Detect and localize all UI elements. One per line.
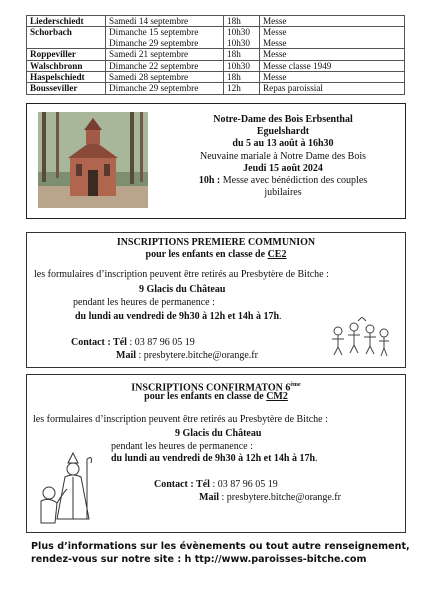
schedule-event-cell <box>260 27 405 49</box>
schedule-place: Bousseviller <box>27 83 106 94</box>
schedule-place: Schorbach <box>27 27 106 49</box>
pilgrimage-title: Notre-Dame des Bois Erbsenthal <box>213 114 353 125</box>
schedule-place: Roppeviller <box>27 49 106 60</box>
schedule-date: Dimanche 29 septembre <box>109 37 199 48</box>
schedule-event: Messe <box>263 37 287 48</box>
communion-tel: : 03 87 96 05 19 <box>126 337 195 348</box>
schedule-row <box>27 49 405 60</box>
communion-heading: INSCRIPTIONS PREMIERE COMMUNION <box>116 237 316 248</box>
schedule-date-cell <box>106 27 224 49</box>
footer-website-line[interactable]: rendez-vous sur notre site : h ttp://www.paroisses-bitche.com <box>31 554 367 565</box>
schedule-date: Dimanche 29 septembre <box>106 83 224 94</box>
communion-subheading <box>27 249 405 261</box>
pilgrimage-hour: 10h : <box>198 175 221 187</box>
schedule-date: Dimanche 15 septembre <box>109 27 199 38</box>
bishop-drawing-icon <box>35 449 101 527</box>
confirmation-mail[interactable]: : presbytere.bitche@orange.fr <box>219 492 341 503</box>
confirmation-sub-prefix: pour les enfants en classe de <box>144 391 267 402</box>
communion-forms: les formulaires d’inscription peuvent être retirés au Presbytère de Bitche : <box>34 269 329 280</box>
schedule-time: 18h <box>224 49 260 60</box>
pilgrimage-neuvaine: Neuvaine mariale à Notre Dame des Bois <box>199 150 367 162</box>
pilgrimage-mass-line2: jubilaires <box>264 187 302 199</box>
schedule-row <box>27 16 405 27</box>
confirmation-mail-line <box>199 492 341 504</box>
communion-permanence: pendant les heures de permanence : <box>73 297 215 308</box>
confirmation-heading-sup: ème <box>290 382 301 388</box>
communion-address: 9 Glacis du Château <box>139 284 226 295</box>
pilgrimage-mass-text: Messe avec bénédiction des couples <box>220 175 368 187</box>
children-drawing-icon <box>328 317 392 359</box>
schedule-time: 18h <box>224 72 260 83</box>
schedule-time: 10h30 <box>227 27 250 38</box>
communion-hours-line <box>75 311 282 323</box>
footer-info-line: Plus d’informations sur les évènements ou tout autre renseignement, <box>31 541 410 552</box>
confirmation-permanence: pendant les heures de permanence : <box>111 441 253 452</box>
schedule-event: Messe classe 1949 <box>260 60 405 71</box>
schedule-row <box>27 60 405 71</box>
confirmation-mail-label: Mail <box>199 492 219 503</box>
schedule-event: Messe <box>260 72 405 83</box>
chapel-photo <box>38 112 148 208</box>
schedule-time: 10h30 <box>224 60 260 71</box>
confirmation-address: 9 Glacis du Château <box>175 428 262 439</box>
communion-sub-prefix: pour les enfants en classe de <box>145 249 268 260</box>
communion-tel-label: Tél <box>113 337 127 348</box>
pilgrimage-day: Jeudi 15 août 2024 <box>243 162 323 174</box>
schedule-place: Haspelschiedt <box>27 72 106 83</box>
schedule-row <box>27 83 405 94</box>
schedule-date: Samedi 14 septembre <box>106 16 224 27</box>
schedule-event: Repas paroissial <box>260 83 405 94</box>
communion-class: CE2 <box>267 249 287 260</box>
schedule-time: 18h <box>224 16 260 27</box>
schedule-date: Samedi 21 septembre <box>106 49 224 60</box>
schedule-date: Dimanche 22 septembre <box>106 60 224 71</box>
schedule-place: Liederschiedt <box>27 16 106 27</box>
schedule-event: Messe <box>263 27 287 38</box>
confirmation-tel: : 03 87 96 05 19 <box>209 479 278 490</box>
communion-contact-line: Contact : Tél : 03 87 96 05 19 <box>71 337 195 348</box>
communion-mail[interactable]: : presbytere.bitche@orange.fr <box>136 350 258 361</box>
confirmation-hours-line <box>111 453 318 465</box>
mass-schedule-table <box>26 15 405 95</box>
communion-mail-line <box>116 350 258 362</box>
schedule-place: Walschbronn <box>27 60 106 71</box>
communion-hours: du lundi au vendredi de 9h30 à 12h et 14h à 17h <box>75 311 280 322</box>
schedule-event: Messe <box>260 16 405 27</box>
confirmation-tel-label: Tél <box>196 479 210 490</box>
schedule-row <box>27 72 405 83</box>
schedule-time: 12h <box>224 83 260 94</box>
confirmation-class: CM2 <box>266 391 288 402</box>
schedule-time: 10h30 <box>227 37 250 48</box>
pilgrimage-mass <box>167 175 399 187</box>
pilgrimage-text <box>167 114 399 199</box>
communion-contact-label: Contact <box>71 337 105 348</box>
communion-box <box>26 232 406 368</box>
pilgrimage-dates: du 5 au 13 août à 16h30 <box>232 138 334 150</box>
confirmation-hours-end: . <box>315 453 318 464</box>
schedule-time-cell <box>224 27 260 49</box>
communion-hours-end: . <box>279 311 282 322</box>
communion-mail-label: Mail <box>116 350 136 361</box>
pilgrimage-box <box>26 103 406 219</box>
pilgrimage-place: Eguelshardt <box>256 126 310 138</box>
confirmation-hours: du lundi au vendredi de 9h30 à 12h et 14h à 17h <box>111 453 316 464</box>
confirmation-forms: les formulaires d’inscription peuvent être retirés au Presbytère de Bitche : <box>33 414 328 425</box>
confirmation-heading: INSCRIPTIONS CONFIRMATON 6 <box>131 382 291 394</box>
confirmation-contact-label: Contact <box>154 479 188 490</box>
schedule-event: Messe <box>260 49 405 60</box>
confirmation-contact-line: Contact : Tél : 03 87 96 05 19 <box>154 479 278 490</box>
schedule-row <box>27 27 405 49</box>
schedule-date: Samedi 28 septembre <box>106 72 224 83</box>
confirmation-subheading <box>27 391 405 403</box>
confirmation-box <box>26 374 406 533</box>
